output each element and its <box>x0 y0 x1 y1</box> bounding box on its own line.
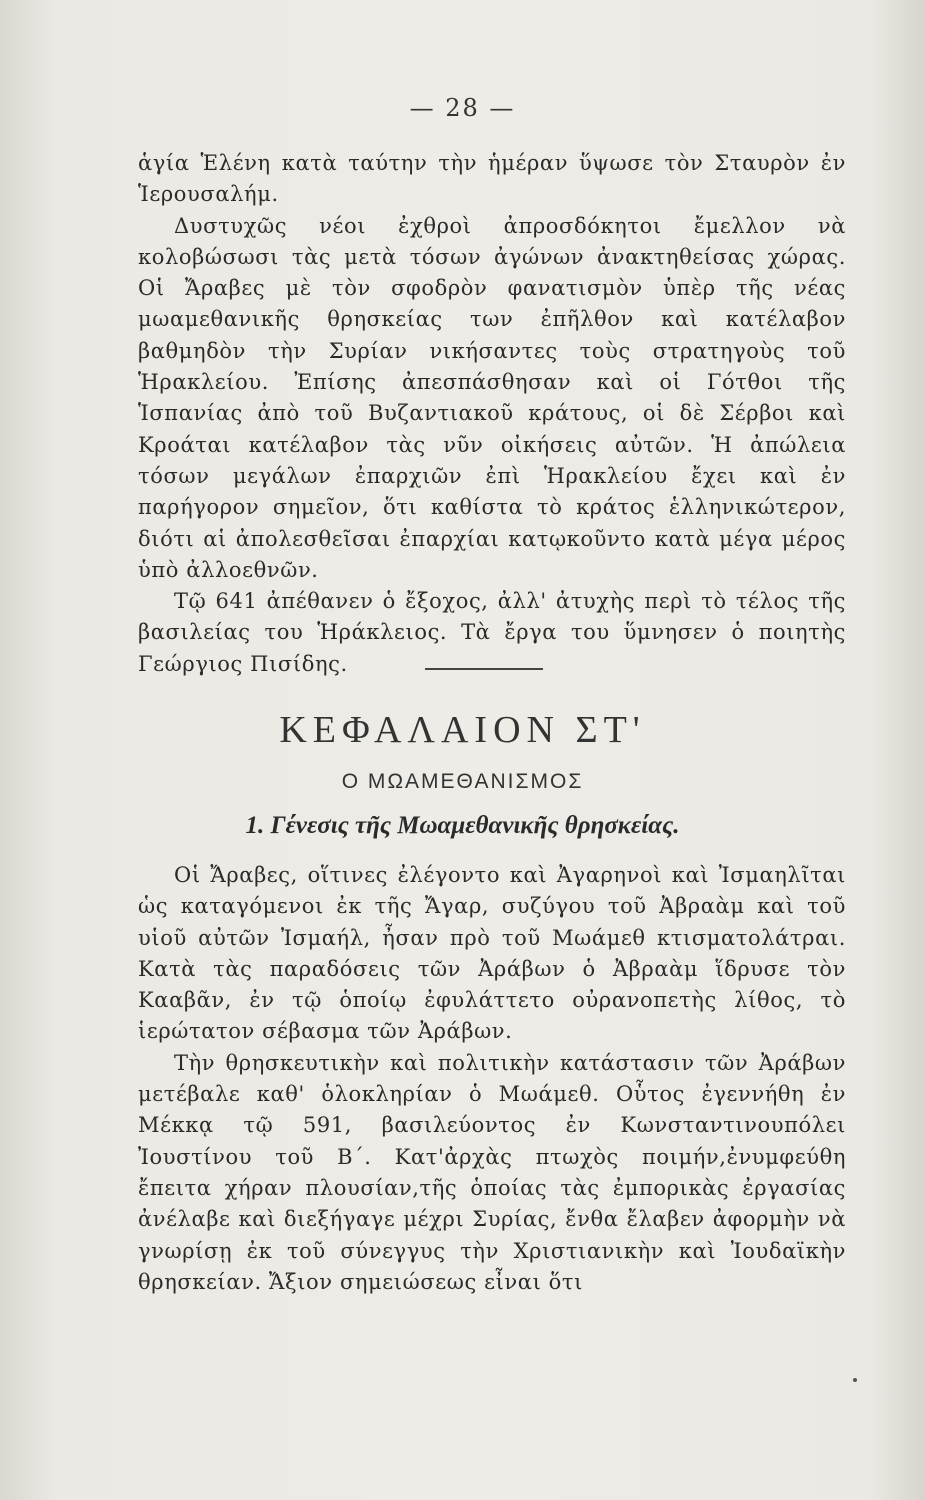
text-block-upper <box>138 148 846 680</box>
section-divider <box>425 668 543 670</box>
paragraph: Δυστυχῶς νέοι ἐχθροὶ ἀπροσδόκητοι ἔμελλον νὰ κολοβώσωσι τὰς μετὰ τόσων ἀγώνων ἀνακτηθείσας χώρας. Οἱ Ἄραβες μὲ τὸν σφοδρὸν φανατισμὸν ὑπὲρ τῆς νέας μωαμεθανικῆς θρησκείας των ἐπῆλθον καὶ κατέλαβον βαθμηδὸν τὴν Συρίαν νικήσαντες τοὺς στρατηγοὺς τοῦ Ἡρακλείου. Ἐπίσης ἀπεσπάσθησαν καὶ οἱ Γότθοι τῆς Ἱσπανίας ἀπὸ τοῦ Βυζαντιακοῦ κράτους, οἱ δὲ Σέρβοι καὶ Κροάται κατέλαβον τὰς νῦν οἰκήσεις αὐτῶν. Ἡ ἀπώλεια τόσων μεγάλων ἐπαρχιῶν ἐπὶ Ἡρακλείου ἔχει καὶ ἐν παρήγορον σημεῖον, ὅτι καθίστα τὸ κράτος ἑλληνικώτερον, διότι αἱ ἀπολεσθεῖσαι ἐπαρχίαι κατῳκοῦντο κατὰ μέγα μέρος ὑπὸ ἀλλοεθνῶν. <box>138 213 846 582</box>
chapter-subtitle: Ο ΜΩΑΜΕΘΑΝΙΣΜΟΣ <box>341 770 584 793</box>
chapter-title: ΚΕΦΑΛΑΙΟΝ ΣΤ' <box>279 709 646 751</box>
paragraph: Τὴν θρησκευτικὴν καὶ πολιτικὴν κατάστασιν τῶν Ἀράβων μετέβαλε καθ' ὁλοκληρίαν ὁ Μωάμεθ. Οὗτος ἐγεννήθη ἐν Μέκκᾳ τῷ 591, βασιλεύοντος ἐν Κωνσταντινουπόλει Ἰουστίνου τοῦ Β΄. Κατ'ἀρχὰς πτωχὸς ποιμήν,ἐνυμφεύθη ἔπειτα χήραν πλουσίαν,τῆς ὁποίας τὰς ἐμπορικὰς ἐργασίας ἀνέλαβε καὶ διεξήγαγε μέχρι Συρίας, ἔνθα ἔλαβεν ἀφορμὴν νὰ γνωρίσῃ ἐκ τοῦ σύνεγγυς τὴν Χριστιανικὴν καὶ Ἰουδαϊκὴν θρησκείαν. Ἄξιον σημειώσεως εἶναι ὅτι <box>138 1050 846 1294</box>
page-number: — 28 — <box>409 94 516 122</box>
paper-speck <box>853 1378 857 1382</box>
paragraph: ἁγία Ἑλένη κατὰ ταύτην τὴν ἡμέραν ὕψωσε τὸν Σταυρὸν ἐν Ἱερουσαλήμ. <box>138 151 846 207</box>
paragraph: Τῷ 641 ἀπέθανεν ὁ ἔξοχος, ἀλλ' ἀτυχὴς περὶ τὸ τέλος τῆς βασιλείας του Ἡράκλειος. Τὰ ἔργα του ὕμνησεν ὁ ποιητὴς Γεώργιος Πισίδης. <box>138 589 846 676</box>
text-block-lower <box>138 860 846 1298</box>
section-heading: 1. Γένεσις τῆς Μωαμεθανικῆς θρησκείας. <box>245 812 680 839</box>
paragraph: Οἱ Ἄραβες, οἵτινες ἐλέγοντο καὶ Ἀγαρηνοὶ καὶ Ἰσμαηλῖται ὡς καταγόμενοι ἐκ τῆς Ἄγαρ, συζύγου τοῦ Ἀβραὰμ καὶ τοῦ υἱοῦ αὐτῶν Ἰσμαήλ, ἦσαν πρὸ τοῦ Μωάμεθ κτισματολάτραι. Κατὰ τὰς παραδόσεις τῶν Ἀράβων ὁ Ἀβραὰμ ἵδρυσε τὸν Κααβᾶν, ἐν τῷ ὁποίῳ ἐφυλάττετο οὐρανοπετὴς λίθος, τὸ ἱερώτατον σέβασμα τῶν Ἀράβων. <box>138 863 846 1044</box>
